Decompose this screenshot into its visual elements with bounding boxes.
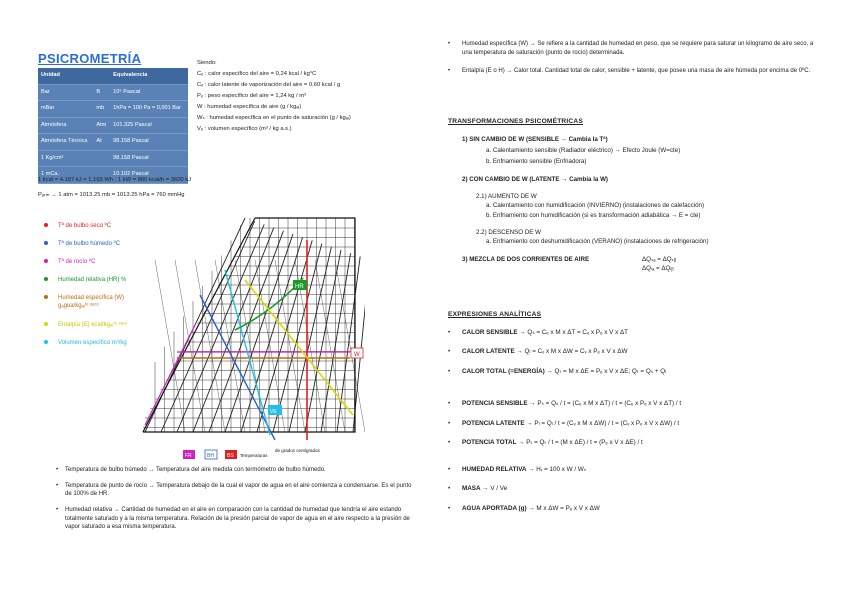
legend-item xyxy=(44,258,144,266)
legend-item xyxy=(44,240,144,248)
cell: 1 Kg/cm² xyxy=(38,150,93,167)
units-header-abbr xyxy=(93,68,110,84)
transformations-section xyxy=(448,117,816,273)
legend-label: Humedad relativa (HR) % xyxy=(58,277,127,284)
cell: 10⁵ Pascal xyxy=(110,84,188,101)
expr-key: CALOR TOTAL (=ENERGÍA) xyxy=(462,367,545,375)
hr-marker: HR xyxy=(295,284,304,290)
legend-dot-icon xyxy=(44,223,48,227)
right-definitions xyxy=(448,40,816,85)
trans-subitem: b. Enfriamiento sensible (Enfriadora) xyxy=(486,158,587,166)
expr-key: POTENCIA TOTAL xyxy=(462,439,517,447)
legend-label: Humedad específica (W) gₐgua/kgₐᵢʳᵉ ˢᵉᶜᵒ xyxy=(58,295,125,310)
cell: 10.102 Pascal xyxy=(110,167,188,184)
list-item xyxy=(448,505,816,514)
definition-item: W : humedad específica de aire (g / kgₐᵢ) xyxy=(197,104,302,110)
psychrometric-chart xyxy=(125,200,365,462)
trans-item: 1) SIN CAMBIO DE W (SENSIBLE → Cambia la Tª) xyxy=(462,135,608,143)
trans-subitem: a. Enfriamiento con deshumidificación (VERANO) (instalaciones de refrigeración) xyxy=(486,238,709,246)
units-table-header xyxy=(38,68,188,84)
list-item xyxy=(448,439,816,448)
legend-dot-icon xyxy=(44,322,48,326)
expr-key: POTENCIA SENSIBLE xyxy=(462,400,528,408)
legend-item xyxy=(44,222,144,230)
legend-dot-icon xyxy=(44,340,48,344)
table-row xyxy=(38,117,188,134)
grid-line xyxy=(315,260,345,432)
list-item: • Temperatura de punto de rocío → Temperatura debajo de la cual el vapor de agua en el aire comienza a condensarse. Es el punto de 100% de HR. xyxy=(56,482,412,499)
page-title: PSICROMETRÍA xyxy=(38,51,142,66)
expr-key: AGUA APORTADA (g) xyxy=(462,504,527,512)
definition-item: Cₑ : calor específico del aire = 0,24 kcal / kg°C xyxy=(197,71,317,77)
units-header-equiv: Equivalencia xyxy=(110,68,188,84)
cell: 101.325 Pascal xyxy=(110,117,188,134)
conversion-pressure: Pₐₜₘ → 1 atm = 1013.25 mb = 1013.25 hPa = 760 mmHg xyxy=(38,192,185,199)
legend-label: Tª de bulbo húmedo ºC xyxy=(58,241,121,248)
cell xyxy=(93,150,110,167)
definitions-notes xyxy=(56,466,412,539)
fr-marker: FR xyxy=(185,453,192,459)
axis-label: Temperaturas xyxy=(240,453,268,458)
list-item xyxy=(448,400,816,409)
cell: Bar xyxy=(38,84,93,101)
trans-mix-row xyxy=(448,255,816,274)
legend-item xyxy=(44,276,144,284)
cell: 1hPa = 100 Pa = 0,001 Bar xyxy=(110,101,188,118)
definitions-block xyxy=(197,58,412,135)
bh-marker: BH xyxy=(207,453,214,459)
cell: B xyxy=(93,84,110,101)
list-item: • Humedad específica (W) → Se refiere a la cantidad de humedad en peso, que se requiere para saturar un kilogramo de aire seco, a una temperatura de saturación (punto de rocío) determinada. xyxy=(448,40,816,58)
list-item xyxy=(448,466,816,475)
grid-line xyxy=(225,234,293,432)
legend-label: Entalpía (E) kcal/kgₐᵢʳᵉ ˢᵉᶜᵒ xyxy=(58,321,128,328)
grid-line xyxy=(257,240,312,432)
w-marker: W xyxy=(354,352,360,358)
expr-value: → Pₗ = Qₗ / t = (Cᵥ x M x ΔW) / t = (Cᵥ x Pₑ x V x ΔW) / t xyxy=(524,419,680,427)
table-row xyxy=(38,84,188,101)
units-header-unit: Unidad xyxy=(38,68,93,84)
chart-legend xyxy=(44,222,144,357)
list-item: • Humedad relativa → Cantidad de humedad en el aire en comparación con la cantidad de humedad que tendría el aire estando totalmente saturado y a la misma temperatura. Relación de la presión parcial de vapor de agua en el aire respecto a la presión de vapor saturado a esa misma temperatura. xyxy=(56,506,412,532)
trans-subitem: a. Calentamiento sensible (Radiador eléctrico) → Efecto Joule (W=cte) xyxy=(486,147,681,155)
expr-key: MASA xyxy=(462,485,481,493)
list-item xyxy=(448,485,816,494)
expressions-list xyxy=(448,329,816,514)
cell: 98.158 Pascal xyxy=(110,134,188,151)
legend-label: Volumen específico m³/kg xyxy=(58,339,127,346)
cell: Atmósfera xyxy=(38,117,93,134)
trans-item: 3) MEZCLA DE DOS CORRIENTES DE AIRE xyxy=(462,255,590,263)
list-item: • Entalpía (E o H) → Calor total. Cantidad total de calor, sensible + latente, que posee una masa de aire húmeda por encima de 0ºC. xyxy=(448,67,816,76)
expr-value: → Hᵣ = 100 x W / Wₛ xyxy=(526,465,587,473)
legend-label: Tª de bulbo seco ºC xyxy=(58,223,112,229)
axis-label-units: de grados centígrados xyxy=(275,448,320,453)
mix-equations xyxy=(642,255,676,274)
legend-label: Tª de rocío ºC xyxy=(58,259,96,266)
trans-subitem: b. Enfriamiento con humidificación (si es transformación adiabática → E = cte) xyxy=(486,211,701,219)
ve-marker: VE xyxy=(270,409,277,415)
table-row xyxy=(38,101,188,118)
expr-value: → Qₗ = Cᵥ x M x ΔW = Cᵥ x Pₑ x V x ΔW xyxy=(514,348,628,356)
expr-value: → Pₛ = Qₛ / t = (Cₑ x M x ΔT) / t = (Cₑ x Pₑ x V x ΔT) / t xyxy=(527,400,682,408)
definition-item: Vₑ : volumen específico (m³ / kg a.s.) xyxy=(197,126,292,132)
expressions-section xyxy=(448,311,816,524)
conversion-energy: 1 kcal = 4.187 kJ = 1.163 Wh ; 1 kW = 860 kcal/h = 3600 kJ xyxy=(38,177,192,183)
cell: Atmósfera Técnica xyxy=(38,134,93,151)
expr-key: CALOR LATENTE xyxy=(462,348,515,356)
legend-dot-icon xyxy=(44,295,48,299)
trans-subheading: 2.2) DESCENSO DE W xyxy=(476,228,541,236)
trans-subheading: 2.1) AUMENTO DE W xyxy=(476,193,537,201)
legend-dot-icon xyxy=(44,241,48,245)
expr-value: → Pₜ = Qₜ / t = (M x ΔE) / t = (Pₑ x V x ΔE) / t xyxy=(516,439,643,447)
expr-value: → Qₛ = Cₑ x M x ΔT = Cₑ x Pₑ x V x ΔT xyxy=(517,328,629,336)
definition-item: Pₑ : peso específico del aire = 1,24 kg / m³ xyxy=(197,93,306,99)
expr-value: → M x ΔW = Pₑ x V x ΔW xyxy=(526,504,600,512)
cell: Atm xyxy=(93,117,110,134)
conversions-block xyxy=(38,173,191,203)
definition-item: Cᵥ : calor latente de vaporización del aire = 0,60 kcal / g xyxy=(197,82,341,88)
section-title: EXPRESIONES ANALÍTICAS xyxy=(448,311,542,318)
units-table xyxy=(38,68,188,184)
list-item: • Temperatura de bulbo húmedo → Temperatura del aire medida con termómetro de bulbo húmedo. xyxy=(56,466,412,475)
list-item xyxy=(448,329,816,338)
bs-marker: BS xyxy=(227,453,234,459)
section-title: TRANSFORMACIONES PSICOMÉTRICAS xyxy=(448,118,583,125)
siendo-title: Siendo: xyxy=(197,60,217,66)
grid-line xyxy=(155,260,185,432)
list-item xyxy=(448,420,816,429)
cell: mb xyxy=(93,101,110,118)
grid-line xyxy=(175,260,205,432)
expr-key: POTENCIA LATENTE xyxy=(462,419,525,427)
cell: 1 mCa. xyxy=(38,167,93,184)
legend-dot-icon xyxy=(44,277,48,281)
legend-item xyxy=(44,321,144,329)
cell: 98.158 Pascal xyxy=(110,150,188,167)
grid-line xyxy=(335,260,365,432)
trans-item: 2) CON CAMBIO DE W (LATENTE → Cambia la W) xyxy=(462,175,608,183)
legend-item xyxy=(44,339,144,347)
grid-line xyxy=(241,237,303,432)
table-row xyxy=(38,150,188,167)
expr-key: CALOR SENSIBLE xyxy=(462,328,518,336)
trans-subitem: a. Calentamiento con humidificación (INVIERNO) (instalaciones de calefacción) xyxy=(486,202,705,210)
mix-equation: ΔQₛₐ = ΔQₛᵦ xyxy=(642,255,677,263)
expr-value: → V / Ve xyxy=(480,485,508,493)
expr-value: → Qₜ = M x ΔE = Pₑ x V x ΔE; Qₜ = Qₛ + Qₗ xyxy=(544,367,667,375)
legend-item xyxy=(44,294,144,310)
definition-item: Wₛ : humedad específica en el punto de saturación (g / kgₐᵢ) xyxy=(197,115,351,121)
grid-line xyxy=(209,231,283,432)
list-item xyxy=(448,348,816,357)
table-row xyxy=(38,134,188,151)
mix-equation: ΔQₗₐ = ΔQₗᵦ xyxy=(642,264,674,272)
legend-dot-icon xyxy=(44,259,48,263)
cell: At xyxy=(93,134,110,151)
expr-key: HUMEDAD RELATIVA xyxy=(462,465,527,473)
list-item xyxy=(448,368,816,377)
cell: mBar xyxy=(38,101,93,118)
